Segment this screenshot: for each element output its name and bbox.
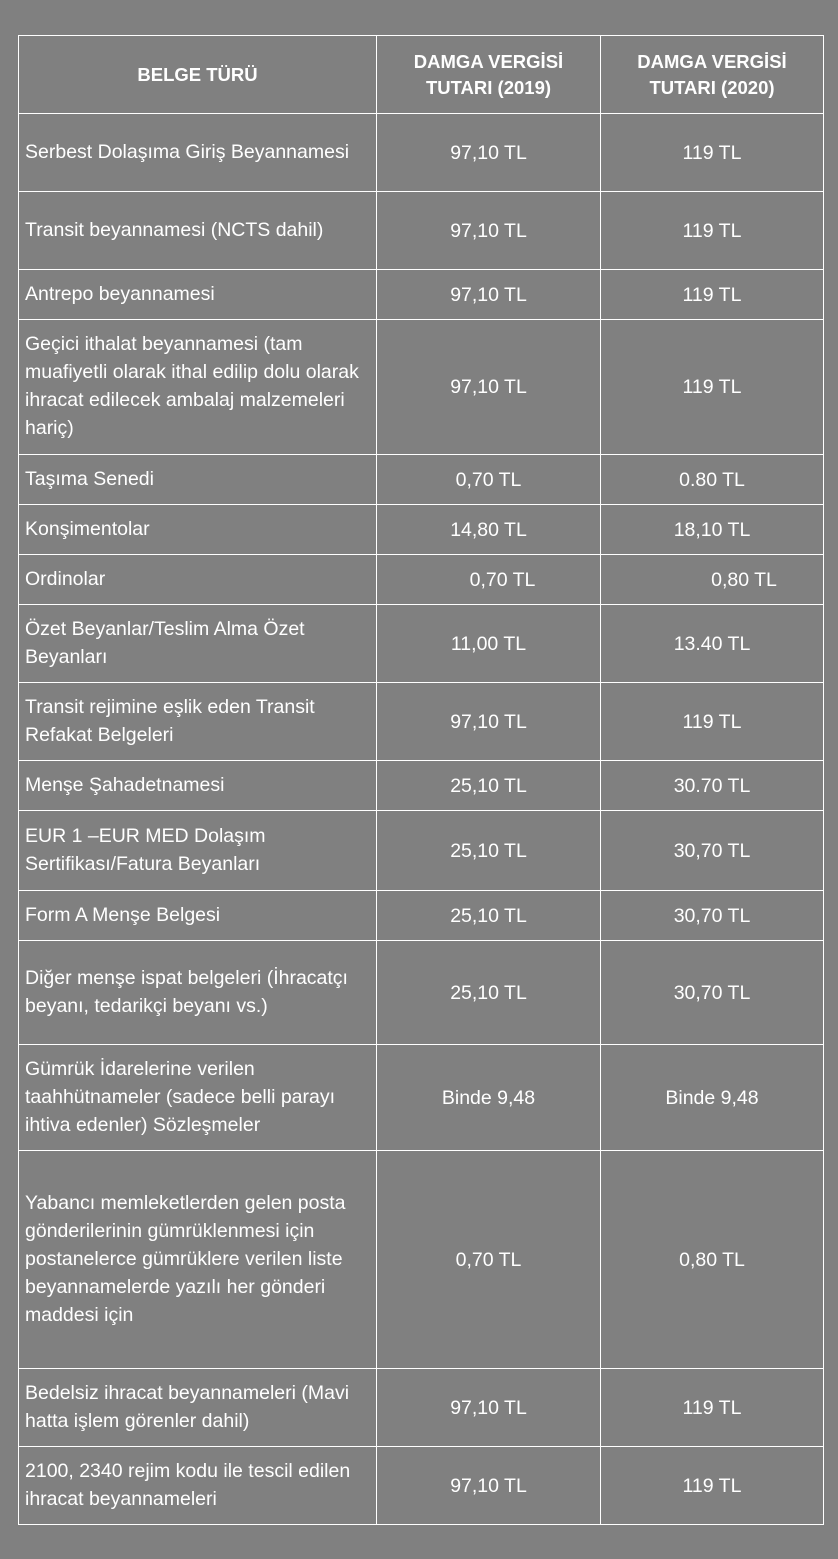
tax-2019-cell: 14,80 TL bbox=[377, 505, 601, 555]
table-row bbox=[19, 192, 824, 270]
document-type-cell: Taşıma Senedi bbox=[19, 455, 377, 505]
table-row bbox=[19, 683, 824, 761]
tax-2020-value: 0,80 TL bbox=[711, 568, 777, 591]
document-type-cell: Özet Beyanlar/Teslim Alma Özet Beyanları bbox=[19, 605, 377, 683]
tax-2020-cell: Binde 9,48 bbox=[601, 1045, 824, 1151]
document-type-cell: Diğer menşe ispat belgeleri (İhracatçı beyanı, tedarikçi beyanı vs.) bbox=[19, 941, 377, 1045]
header-row bbox=[19, 36, 824, 114]
document-type-cell: Ordinolar bbox=[19, 555, 377, 605]
table-row bbox=[19, 1151, 824, 1369]
table-row bbox=[19, 1369, 824, 1447]
tax-2019-cell: 97,10 TL bbox=[377, 114, 601, 192]
tax-2020-cell: 119 TL bbox=[601, 320, 824, 455]
table-row bbox=[19, 605, 824, 683]
table-row bbox=[19, 761, 824, 811]
tax-2019-value: 0,70 TL bbox=[469, 568, 536, 591]
table-row bbox=[19, 1447, 824, 1525]
tax-2020-cell: 13.40 TL bbox=[601, 605, 824, 683]
tax-2020-cell: 119 TL bbox=[601, 192, 824, 270]
document-type-cell: EUR 1 –EUR MED Dolaşım Sertifikası/Fatura Beyanları bbox=[19, 811, 377, 891]
document-type-cell: Gümrük İdarelerine verilen taahhütnameler (sadece belli parayı ihtiva edenler) Sözleşmeler bbox=[19, 1045, 377, 1151]
header-tax-2019-label: DAMGA VERGİSİ TUTARI (2019) bbox=[413, 50, 564, 98]
tax-2019-cell: Binde 9,48 bbox=[377, 1045, 601, 1151]
document-type-cell: 2100, 2340 rejim kodu ile tescil edilen ihracat beyannameleri bbox=[19, 1447, 377, 1525]
tax-2019-cell: 97,10 TL bbox=[377, 270, 601, 320]
tax-2020-cell: 30,70 TL bbox=[601, 811, 824, 891]
document-type-cell: Bedelsiz ihracat beyannameleri (Mavi hatta işlem görenler dahil) bbox=[19, 1369, 377, 1447]
tax-2020-cell: 0,80 TL bbox=[601, 1151, 824, 1369]
table-row bbox=[19, 270, 824, 320]
stamp-tax-table bbox=[18, 35, 824, 1525]
tax-2020-cell: 18,10 TL bbox=[601, 505, 824, 555]
header-tax-2020 bbox=[601, 36, 824, 114]
table-row bbox=[19, 891, 824, 941]
table-row bbox=[19, 1045, 824, 1151]
tax-2020-cell: 119 TL bbox=[601, 270, 824, 320]
table-row bbox=[19, 320, 824, 455]
tax-2019-cell: 97,10 TL bbox=[377, 1369, 601, 1447]
tax-2019-cell: 0,70 TL bbox=[377, 1151, 601, 1369]
header-tax-2019 bbox=[377, 36, 601, 114]
header-document-type bbox=[19, 36, 377, 114]
document-type-cell: Konşimentolar bbox=[19, 505, 377, 555]
tax-2020-cell: 119 TL bbox=[601, 1447, 824, 1525]
tax-2019-cell: 97,10 TL bbox=[377, 1447, 601, 1525]
tax-2019-cell: 97,10 TL bbox=[377, 320, 601, 455]
table-row bbox=[19, 114, 824, 192]
tax-2020-cell: 119 TL bbox=[601, 1369, 824, 1447]
header-document-type-label: BELGE TÜRÜ bbox=[137, 63, 258, 85]
tax-2020-cell: 30.70 TL bbox=[601, 761, 824, 811]
tax-2019-cell: 97,10 TL bbox=[377, 192, 601, 270]
table-row bbox=[19, 455, 824, 505]
tax-2020-cell: 119 TL bbox=[601, 114, 824, 192]
table-row bbox=[19, 941, 824, 1045]
tax-2019-cell: 25,10 TL bbox=[377, 811, 601, 891]
tax-2020-cell: 30,70 TL bbox=[601, 941, 824, 1045]
table-row bbox=[19, 555, 824, 605]
document-type-cell: Yabancı memleketlerden gelen posta gönderilerinin gümrüklenmesi için postanelerce gümrüklere verilen liste beyannamelerde yazılı her gönderi maddesi için bbox=[19, 1151, 377, 1369]
table-row bbox=[19, 505, 824, 555]
document-type-cell: Transit beyannamesi (NCTS dahil) bbox=[19, 192, 377, 270]
table-row bbox=[19, 811, 824, 891]
header-tax-2020-label: DAMGA VERGİSİ TUTARI (2020) bbox=[637, 50, 787, 98]
document-type-cell: Transit rejimine eşlik eden Transit Refakat Belgeleri bbox=[19, 683, 377, 761]
document-type-cell: Menşe Şahadetnamesi bbox=[19, 761, 377, 811]
tax-2020-cell: 119 TL bbox=[601, 683, 824, 761]
document-type-cell: Antrepo beyannamesi bbox=[19, 270, 377, 320]
tax-2019-cell: 11,00 TL bbox=[377, 605, 601, 683]
tax-2019-cell bbox=[377, 555, 601, 605]
tax-2019-cell: 25,10 TL bbox=[377, 891, 601, 941]
tax-2019-cell: 25,10 TL bbox=[377, 941, 601, 1045]
tax-2019-cell: 25,10 TL bbox=[377, 761, 601, 811]
document-type-cell: Serbest Dolaşıma Giriş Beyannamesi bbox=[19, 114, 377, 192]
document-type-cell: Geçici ithalat beyannamesi (tam muafiyetli olarak ithal edilip dolu olarak ihracat edilecek ambalaj malzemeleri hariç) bbox=[19, 320, 377, 455]
tax-2019-cell: 97,10 TL bbox=[377, 683, 601, 761]
tax-2020-cell bbox=[601, 555, 824, 605]
tax-2020-cell: 30,70 TL bbox=[601, 891, 824, 941]
tax-2019-cell: 0,70 TL bbox=[377, 455, 601, 505]
tax-2020-cell: 0.80 TL bbox=[601, 455, 824, 505]
document-type-cell: Form A Menşe Belgesi bbox=[19, 891, 377, 941]
